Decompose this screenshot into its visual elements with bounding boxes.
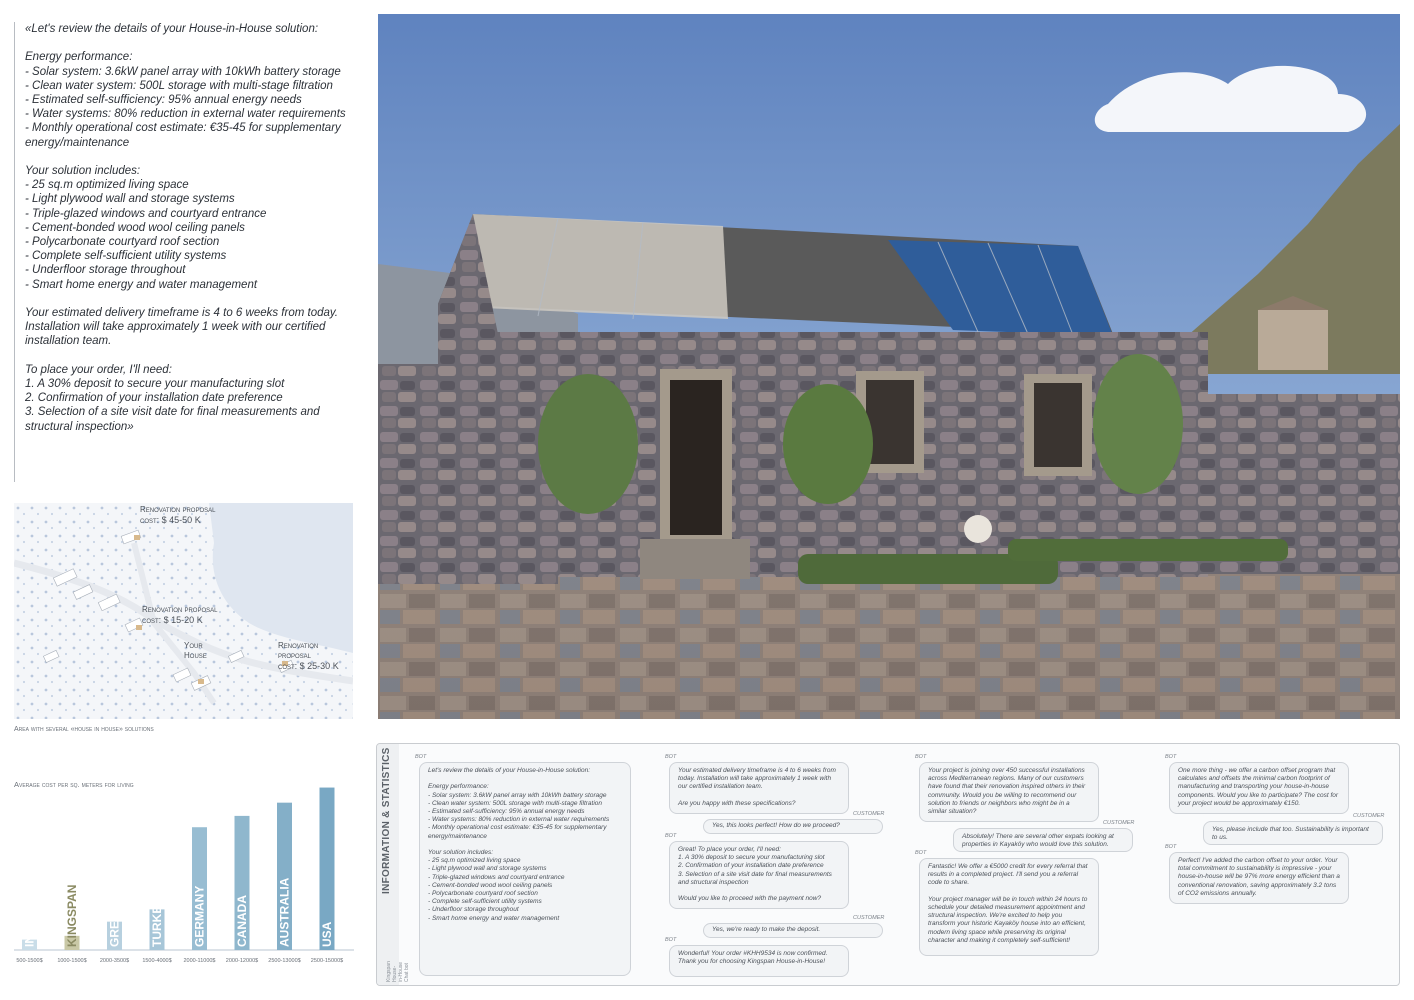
house-render-image bbox=[378, 14, 1400, 719]
bar-label-germany: GERMANY bbox=[192, 885, 207, 947]
chat-message-bot: Let's review the details of your House-in-House solution: Energy performance: - Solar system: 3.6kW panel array with 10kWh battery storage - Clean water system: 500L storage with multi-stage filtration - Estimated self-sufficiency: 95% annual energy needs - Water systems: 80% reduction in external water requirements - Monthly operational cost estimate: €35-45 for supplementary energy/maintenance Your solution includes: - 25 sq.m optimized living space - Light plywood wall and storage systems - Triple-glazed windows and courtyard entrance - Cement-bonded wood wool ceiling panels - Polycarbonate courtyard roof section - Complete self-sufficient utility systems - Underfloor storage throughout - Smart home energy and water management bbox=[419, 762, 631, 976]
panel-title: INFORMATION & STATISTICS bbox=[381, 747, 392, 894]
message-sender: BOT bbox=[915, 754, 927, 760]
chat-statistics-panel bbox=[376, 743, 1400, 986]
range-label-kingspan: 1000-1500$ bbox=[57, 958, 87, 964]
message-sender: CUSTOMER bbox=[853, 915, 885, 921]
chat-message-bot: Your estimated delivery timeframe is 4 to 6 weeks from today. Installation will take approximately 1 week with our certified installation team. Are you happy with these specifications? bbox=[669, 762, 849, 814]
chat-message-customer: Absolutely! There are several other expats looking at properties in Kayaköy who would love this solution. bbox=[953, 828, 1133, 852]
range-label-usa: 2500-15000$ bbox=[310, 958, 344, 964]
message-sender: CUSTOMER bbox=[1353, 813, 1385, 819]
message-sender: BOT bbox=[1165, 844, 1177, 850]
house-render-illustration bbox=[378, 14, 1400, 719]
message-sender: BOT bbox=[665, 754, 677, 760]
panel-sidebar bbox=[377, 744, 410, 985]
chat-message-bot: Perfect! I've added the carbon offset to your order. Your total commitment to sustainability is impressive - your house-in-house will be 97% more energy efficient than a conventional renovation, saving approximately 3.2 tons of CO2 emissions annually. bbox=[1169, 852, 1349, 904]
bar-label-canada: CANADA bbox=[235, 895, 249, 947]
chat-column-1 bbox=[413, 752, 653, 984]
chat-column-2 bbox=[663, 752, 903, 984]
chat-column-3 bbox=[913, 752, 1153, 984]
bar-label-turkey: TURKEY bbox=[150, 897, 164, 947]
chat-message-bot: Great! To place your order, I'll need: 1. A 30% deposit to secure your manufacturing slot 2. Confirmation of your installation date preference 3. Selection of a site visit date for final measurements and structural inspection Would you like to proceed with the payment now? bbox=[669, 841, 849, 909]
range-label-turkey: 1500-4000$ bbox=[142, 958, 172, 964]
range-label-germany: 2000-11000$ bbox=[183, 958, 216, 964]
message-sender: CUSTOMER bbox=[1103, 820, 1135, 826]
message-sender: BOT bbox=[1165, 754, 1177, 760]
message-sender: BOT bbox=[415, 754, 427, 760]
range-label-australia: 2500-13000$ bbox=[268, 958, 301, 964]
message-sender: BOT bbox=[665, 833, 677, 839]
map-label-proposal-1: Renovation proposal cost: $ 45-50 K bbox=[140, 505, 216, 525]
chart-title: Average cost per sq. meters for living bbox=[14, 780, 134, 789]
bar-label-kingspan: KINGSPAN bbox=[65, 884, 79, 947]
site-map bbox=[14, 503, 353, 719]
message-sender: CUSTOMER bbox=[853, 811, 885, 817]
message-sender: BOT bbox=[915, 850, 927, 856]
bar-label-greece: GREECE bbox=[107, 896, 122, 947]
chat-message-bot: One more thing - we offer a carbon offset program that calculates and offsets the minimal carbon footprint of manufacturing and transporting your house-in-house components. Would you like to participate? The cost for your project would be approximately €150. bbox=[1169, 762, 1349, 814]
chat-message-customer: Yes, this looks perfect! How do we proceed? bbox=[703, 819, 883, 834]
range-label-india: 500-1500$ bbox=[16, 958, 43, 964]
map-label-your-house: Your House bbox=[184, 641, 207, 660]
chat-message-bot: Wonderful! Your order #KHH9534 is now confirmed. Thank you for choosing Kingspan House-in-House! bbox=[669, 945, 849, 977]
cost-bar-chart bbox=[14, 770, 354, 970]
chat-message-customer: Yes, please include that too. Sustainability is important to us. bbox=[1203, 821, 1383, 845]
bar-label-australia: AUSTRALIA bbox=[277, 877, 292, 947]
map-caption: Area with several «house in house» solutions bbox=[14, 726, 154, 733]
chat-column-4 bbox=[1163, 752, 1400, 984]
range-label-greece: 2000-3500$ bbox=[99, 958, 130, 964]
bar-label-usa: USA bbox=[320, 921, 334, 947]
bar-label-india: INDIA bbox=[22, 914, 37, 947]
map-label-proposal-3: Renovation proposal cost: $ 25-30 K bbox=[278, 641, 339, 671]
chat-message-customer: Yes, we're ready to make the deposit. bbox=[703, 923, 883, 938]
order-summary-quote: «Let's review the details of your House-in-House solution: Energy performance: - Solar system: 3.6kW panel array with 10kWh battery storage - Clean water system: 500L storage with multi-stage filtration - Estimated self-sufficiency: 95% annual energy needs - Water systems: 80% reduction in external water requirements - Monthly operational cost estimate: €35-45 for supplementary energy/maintenance Your solution includes: - 25 sq.m optimized living space - Light plywood wall and storage systems - Triple-glazed windows and courtyard entrance - Cement-bonded wood wool ceiling panels - Polycarbonate courtyard roof section - Complete self-sufficient utility systems - Underfloor storage throughout - Smart home energy and water management Your estimated delivery timeframe is 4 to 6 weeks from today. Installation will take approximately 1 week with our certified installation team. To place your order, I'll need: 1. A 30% deposit to secure your manufacturing slot 2. Confirmation of your installation date preference 3. Selection of a site visit date for final measurements and structural inspection» bbox=[14, 22, 352, 482]
chat-message-bot: Your project is joining over 450 successful installations across Mediterranean regions. Many of our customers have found that their renovation inspired others in their community. Would you be willing to recommend our solution to friends or neighbors who might be in a similar situation? bbox=[919, 762, 1099, 822]
map-label-proposal-2: Renovation proposal cost: $ 15-20 K bbox=[142, 605, 218, 625]
range-label-canada: 2000-12000$ bbox=[225, 958, 259, 964]
panel-subtitle: Kingspan House-in-House Chat bot bbox=[386, 961, 410, 982]
chat-message-bot: Fantastic! We offer a €5000 credit for every referral that results in a completed project. I'll send you a referral code to share. Your project manager will be in touch within 24 hours to schedule your detailed measurement appointment and structural inspection. We're excited to help you transform your historic Kayaköy house into an efficient, modern living space while preserving its original character and making it completely self-sufficient! bbox=[919, 858, 1099, 956]
message-sender: BOT bbox=[665, 937, 677, 943]
